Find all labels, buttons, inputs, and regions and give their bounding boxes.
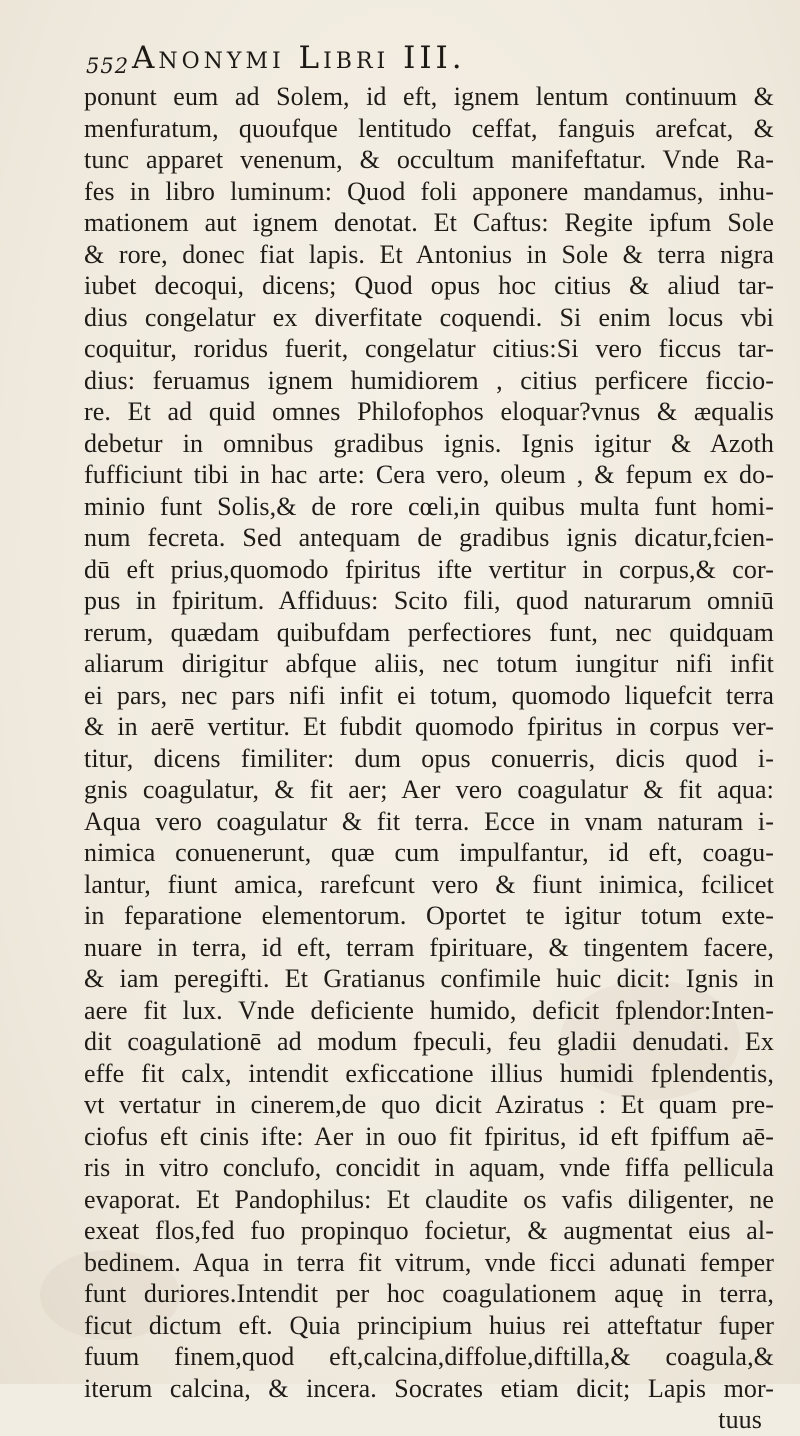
text-line: gnis coagulatur, & fit aer; Aer vero coagulatur & fit aqua:	[84, 775, 774, 804]
text-line: nimica conuenerunt, quæ cum impulfantur, id eft, coagu-	[84, 838, 774, 867]
text-line: iubet decoqui, dicens; Quod opus hoc citius & aliud tar-	[84, 271, 774, 300]
text-line: vt vertatur in cinerem,de quo dicit Aziratus : Et quam pre-	[84, 1090, 774, 1119]
catchword: tuus	[718, 1405, 762, 1434]
text-line: bedinem. Aqua in terra fit vitrum, vnde ficci adunati femper	[84, 1247, 774, 1277]
body-text	[84, 81, 774, 1436]
text-line: ris in vitro conclufo, concidit in aquam, vnde fiffa pellicula	[84, 1153, 774, 1182]
text-line: & iam peregifti. Et Gratianus confimile huic dicit: Ignis in	[84, 964, 774, 993]
text-line: effe fit calx, intendit exficcatione illius humidi fplendentis,	[84, 1058, 774, 1088]
text-line: evaporat. Et Pandophilus: Et claudite os vafis diligenter, ne	[84, 1184, 774, 1214]
text-line: fuum finem,quod eft,calcina,diffolue,diftilla,& coagula,&	[84, 1342, 774, 1371]
text-line: ciofus eft cinis ifte: Aer in ouo fit fpiritus, id eft fpiffum aē-	[84, 1121, 774, 1151]
text-line: re. Et ad quid omnes Philofophos eloquar?vnus & æqualis	[84, 397, 774, 426]
text-line: coquitur, roridus fuerit, congelatur citius:Si vero ficcus tar-	[84, 334, 774, 363]
text-line: aliarum dirigitur abfque aliis, nec totum iungitur nifi infit	[84, 649, 774, 678]
text-line: menfuratum, quoufque lentitudo ceffat, fanguis arefcat, &	[84, 113, 774, 143]
text-line: minio funt Solis,& de rore cœli,in quibus multa funt homi-	[84, 491, 774, 521]
text-line: & in aerē vertitur. Et fubdit quomodo fpiritus in corpus ver-	[84, 712, 774, 741]
text-line: aere fit lux. Vnde deficiente humido, deficit fplendor:Inten-	[84, 995, 774, 1025]
text-line: rerum, quædam quibufdam perfectiores funt, nec quidquam	[84, 617, 774, 647]
text-line: & rore, donec fiat lapis. Et Antonius in Sole & terra nigra	[84, 239, 774, 269]
text-line: nuare in terra, id eft, terram fpirituare, & tingentem facere,	[84, 932, 774, 962]
text-line: dius congelatur ex diverfitate coquendi. Si enim locus vbi	[84, 302, 774, 332]
text-line: fes in libro luminum: Quod foli apponere mandamus, inhu-	[84, 176, 774, 206]
text-line: mationem aut ignem denotat. Et Caftus: Regite ipfum Sole	[84, 208, 774, 237]
text-line: iterum calcina, & incera. Socrates etiam dicit; Lapis mor-	[84, 1373, 774, 1403]
text-line: dū eft prius,quomodo fpiritus ifte vertitur in corpus,& cor-	[84, 554, 774, 584]
text-line: exeat flos,fed fuo propinquo focietur, & augmentat eius al-	[84, 1216, 774, 1245]
text-line: in feparatione elementorum. Oportet te igitur totum exte-	[84, 901, 774, 930]
text-line: ficut dictum eft. Quia principium huius rei atteftatur fuper	[84, 1310, 774, 1340]
text-line: titur, dicens fimiliter: dum opus conuerris, dicis quod i-	[84, 743, 774, 773]
text-line: funt duriores.Intendit per hoc coagulationem aquę in terra,	[84, 1279, 774, 1308]
text-line: debetur in omnibus gradibus ignis. Ignis igitur & Azoth	[84, 428, 774, 458]
text-line: pus in fpiritum. Affiduus: Scito fili, quod naturarum omniū	[84, 586, 774, 615]
page-number: 552	[86, 54, 130, 78]
text-line: fufficiunt tibi in hac arte: Cera vero, oleum , & fepum ex do-	[84, 460, 774, 489]
text-line: ei pars, nec pars nifi infit ei totum, quomodo liquefcit terra	[84, 680, 774, 710]
text-line: ponunt eum ad Solem, id eft, ignem lentum continuum &	[84, 82, 774, 111]
text-line: num fecreta. Sed antequam de gradibus ignis dicatur,fcien-	[84, 523, 774, 552]
text-line: lantur, fiunt amica, rarefcunt vero & fiunt inimica, fcilicet	[84, 869, 774, 899]
running-head: Anonymi Libri III.	[132, 40, 466, 76]
text-line: Aqua vero coagulatur & fit terra. Ecce in vnam naturam i-	[84, 806, 774, 836]
text-line: dius: feruamus ignem humidiorem , citius perficere ficcio-	[84, 365, 774, 395]
text-line: tunc apparet venenum, & occultum manifeftatur. Vnde Ra-	[84, 145, 774, 174]
text-line: dit coagulationē ad modum fpeculi, feu gladii denudati. Ex	[84, 1027, 774, 1056]
